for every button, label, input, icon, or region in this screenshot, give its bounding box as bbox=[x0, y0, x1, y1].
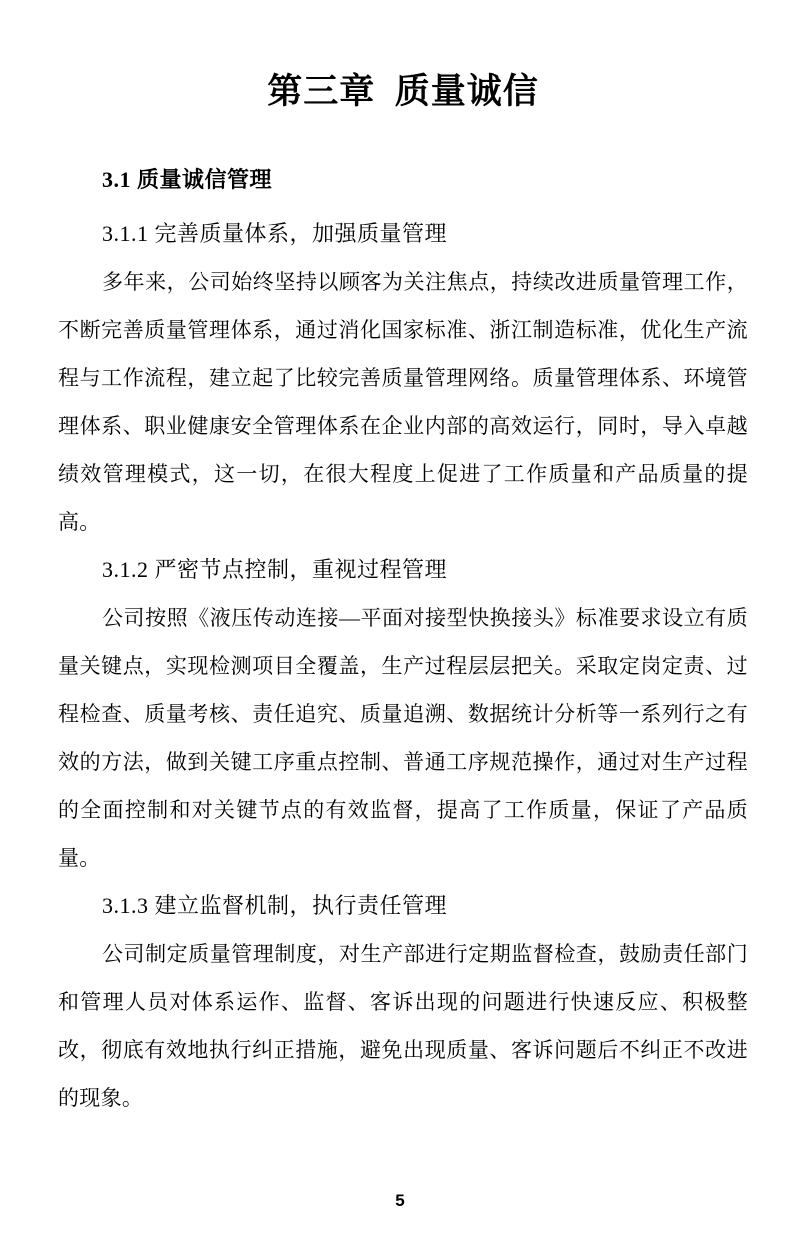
text-line: 公司按照《液压传动连接—平面对接型快换接头》标准要求设立有质 bbox=[102, 606, 748, 630]
text-line: 绩效管理模式，这一切，在很大程度上促进了工作质量和产品质量的提 bbox=[58, 462, 748, 486]
subsection-heading-1: 3.1.1 完善质量体系，加强质量管理 bbox=[102, 221, 448, 246]
text-line: 程与工作流程，建立起了比较完善质量管理网络。质量管理体系、环境管 bbox=[58, 366, 748, 390]
page-footer bbox=[0, 1188, 800, 1214]
text-line: 量。 bbox=[58, 846, 101, 870]
text-line: 效的方法，做到关键工序重点控制、普通工序规范操作，通过对生产过程 bbox=[58, 750, 748, 774]
subsection-heading-2: 3.1.2 严密节点控制，重视过程管理 bbox=[102, 557, 448, 582]
text-line: 理体系、职业健康安全管理体系在企业内部的高效运行，同时，导入卓越 bbox=[58, 414, 748, 438]
document-body bbox=[0, 156, 800, 1122]
text-line: 和管理人员对体系运作、监督、客诉出现的问题进行快速反应、积极整 bbox=[58, 990, 748, 1014]
paragraph-2 bbox=[58, 594, 748, 882]
chapter-title: 第三章 质量诚信 bbox=[267, 72, 539, 111]
text-line: 不断完善质量管理体系，通过消化国家标准、浙江制造标准，优化生产流 bbox=[58, 318, 748, 342]
text-line: 高。 bbox=[58, 510, 101, 534]
text-line: 程检查、质量考核、责任追究、质量追溯、数据统计分析等一系列行之有 bbox=[58, 702, 748, 726]
section-heading: 3.1 质量诚信管理 bbox=[102, 167, 273, 192]
text-line: 多年来，公司始终坚持以顾客为关注焦点，持续改进质量管理工作， bbox=[102, 270, 748, 294]
text-line: 改，彻底有效地执行纠正措施，避免出现质量、客诉问题后不纠正不改进 bbox=[58, 1038, 748, 1062]
subsection-heading-3: 3.1.3 建立监督机制，执行责任管理 bbox=[102, 893, 448, 918]
text-line: 公司制定质量管理制度，对生产部进行定期监督检查，鼓励责任部门 bbox=[102, 942, 748, 966]
text-line: 量关键点，实现检测项目全覆盖，生产过程层层把关。采取定岗定责、过 bbox=[58, 654, 748, 678]
page-number: 5 bbox=[395, 1191, 405, 1210]
text-line: 的现象。 bbox=[58, 1086, 144, 1110]
paragraph-3 bbox=[58, 930, 748, 1122]
document-page bbox=[0, 68, 800, 1238]
paragraph-1 bbox=[58, 258, 748, 546]
text-line: 的全面控制和对关键节点的有效监督，提高了工作质量，保证了产品质 bbox=[58, 798, 748, 822]
